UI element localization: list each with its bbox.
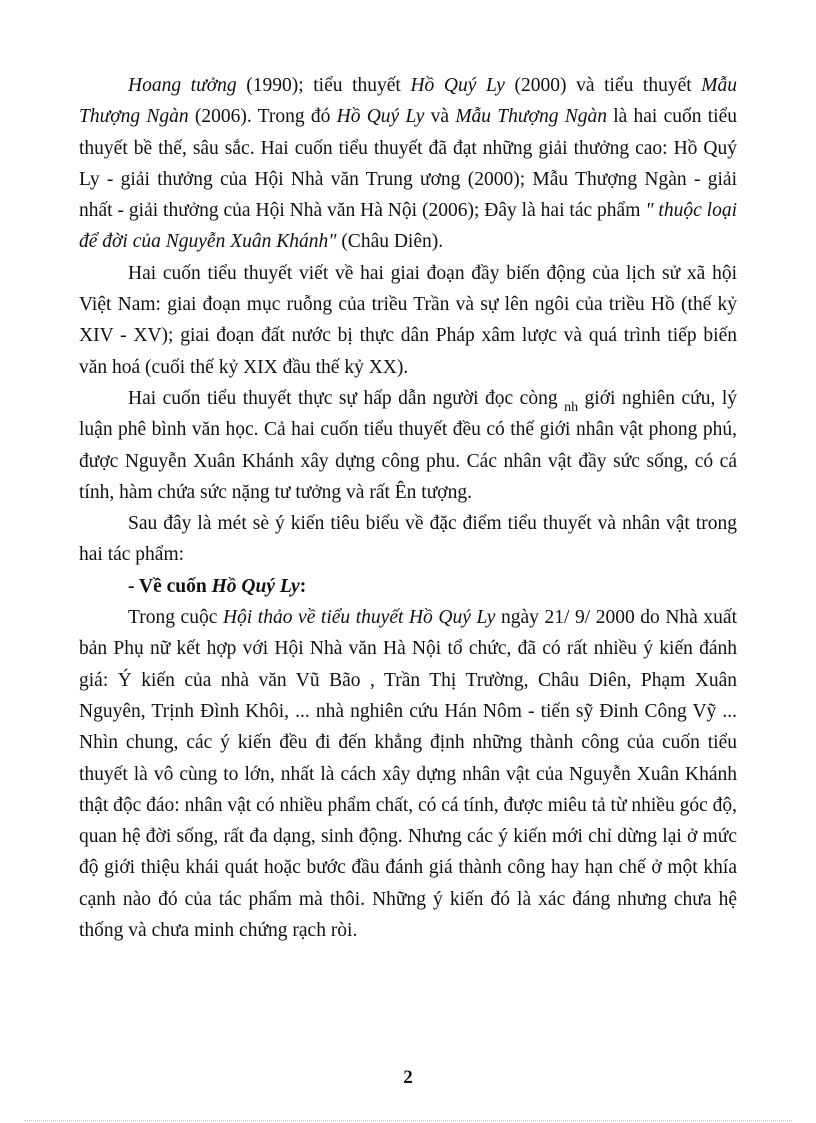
subscript-fragment: nh bbox=[564, 399, 579, 415]
quotation: " thuộc loại để đời của Nguyễn Xuân Khánh" bbox=[79, 200, 737, 253]
section-heading-title: Hồ Quý Ly bbox=[211, 575, 300, 597]
work-title-hoang-tuong: Hoang tưởng bbox=[128, 75, 237, 96]
document-page bbox=[79, 70, 737, 946]
work-title-ho-quy-ly: Hồ Quý Ly bbox=[336, 106, 425, 128]
footer-divider bbox=[24, 1120, 792, 1121]
paragraph-works-overview: Hoang tưởng (1990); tiểu thuyết Hồ Quý Ly (2000) và tiểu thuyết Mẫu Thượng Ngàn (2006). Trong đó Hồ Quý Ly và Mẫu Thượng Ngàn là hai cuốn tiểu thuyết bề thế, sâu sắc. Hai cuốn tiểu thuyết đã đạt những giải thưởng cao: Hồ Quý Ly - giải thưởng của Hội Nhà văn Trung ương (2000); Mẫu Thượng Ngàn - giải nhất - giải thưởng của Hội Nhà văn Hà Nội (2006); Đây là hai tác phẩm " thuộc loại để đời của Nguyễn Xuân Khánh" (Châu Diên). bbox=[79, 75, 738, 253]
paragraph-appeal: Hai cuốn tiểu thuyết thực sự hấp dẫn người đọc còng $_{nh}$ giới nghiên cứu, lý luận phê bình văn học. Cả hai cuốn tiểu thuyết đều có thế giới nhân vật phong phú, được Nguyễn Xuân Khánh xây dựng công phu. Các nhân vật đầy sức sống, có cá tính, hàm chứa sức nặng tư tưởng và rất Ên tượng. bbox=[79, 387, 737, 503]
work-title-mau-thuong-ngan: Mẫu Thượng Ngàn bbox=[455, 106, 607, 128]
section-heading: - Về cuốn Hồ Quý Ly: bbox=[128, 575, 307, 597]
work-title-ho-quy-ly: Hồ Quý Ly bbox=[410, 75, 505, 96]
conference-title: Hội thảo về tiểu thuyết Hồ Quý Ly bbox=[222, 607, 496, 629]
paragraph-historical-periods: Hai cuốn tiểu thuyết viết về hai giai đoạn đầy biến động của lịch sử xã hội Việt Nam: giai đoạn mục ruỗng của triều Trần và sự lên ngôi của triều Hồ (thế kỷ XIV - XV); giai đoạn đất nước bị thực dân Pháp xâm lược và quá trình tiếp biến văn hoá (cuối thế kỷ XIX đầu thế kỷ XX). bbox=[79, 262, 737, 378]
paragraph-conference: Trong cuộc Hội thảo về tiểu thuyết Hồ Quý Ly ngày 21/ 9/ 2000 do Nhà xuất bản Phụ nữ kết hợp với Hội Nhà văn Hà Nội tổ chức, đã có rất nhiều ý kiến đánh giá: Ý kiến của nhà văn Vũ Bão , Trần Thị Trường, Châu Diên, Phạm Xuân Nguyên, Trịnh Đình Khôi, ... nhà nghiên cứu Hán Nôm - tiến sỹ Đinh Công Vỹ ... Nhìn chung, các ý kiến đều đi đến khẳng định những thành công của cuốn tiểu thuyết là vô cùng to lớn, nhất là cách xây dựng nhân vật của Nguyễn Xuân Khánh thật độc đáo: nhân vật có nhiều phẩm chất, có cá tính, được miêu tả từ nhiều góc độ, quan hệ đời sống, rất đa dạng, sinh động. Nhưng các ý kiến mới chỉ dừng lại ở mức độ giới thiệu khái quát hoặc bước đầu đánh giá thành công hay hạn chế ở một khía cạnh nào đó của tác phẩm mà thôi. Những ý kiến đó là xác đáng nhưng chưa hệ thống và chưa minh chứng rạch ròi. bbox=[79, 607, 737, 942]
work-title-mau-thuong-ngan: Mẫu Thượng Ngàn bbox=[79, 75, 738, 128]
paragraph-intro-opinions: Sau đây là mét sè ý kiến tiêu biểu về đặc điểm tiểu thuyết và nhân vật trong hai tác phẩm: bbox=[79, 513, 737, 566]
page-number: 2 bbox=[403, 1067, 413, 1088]
